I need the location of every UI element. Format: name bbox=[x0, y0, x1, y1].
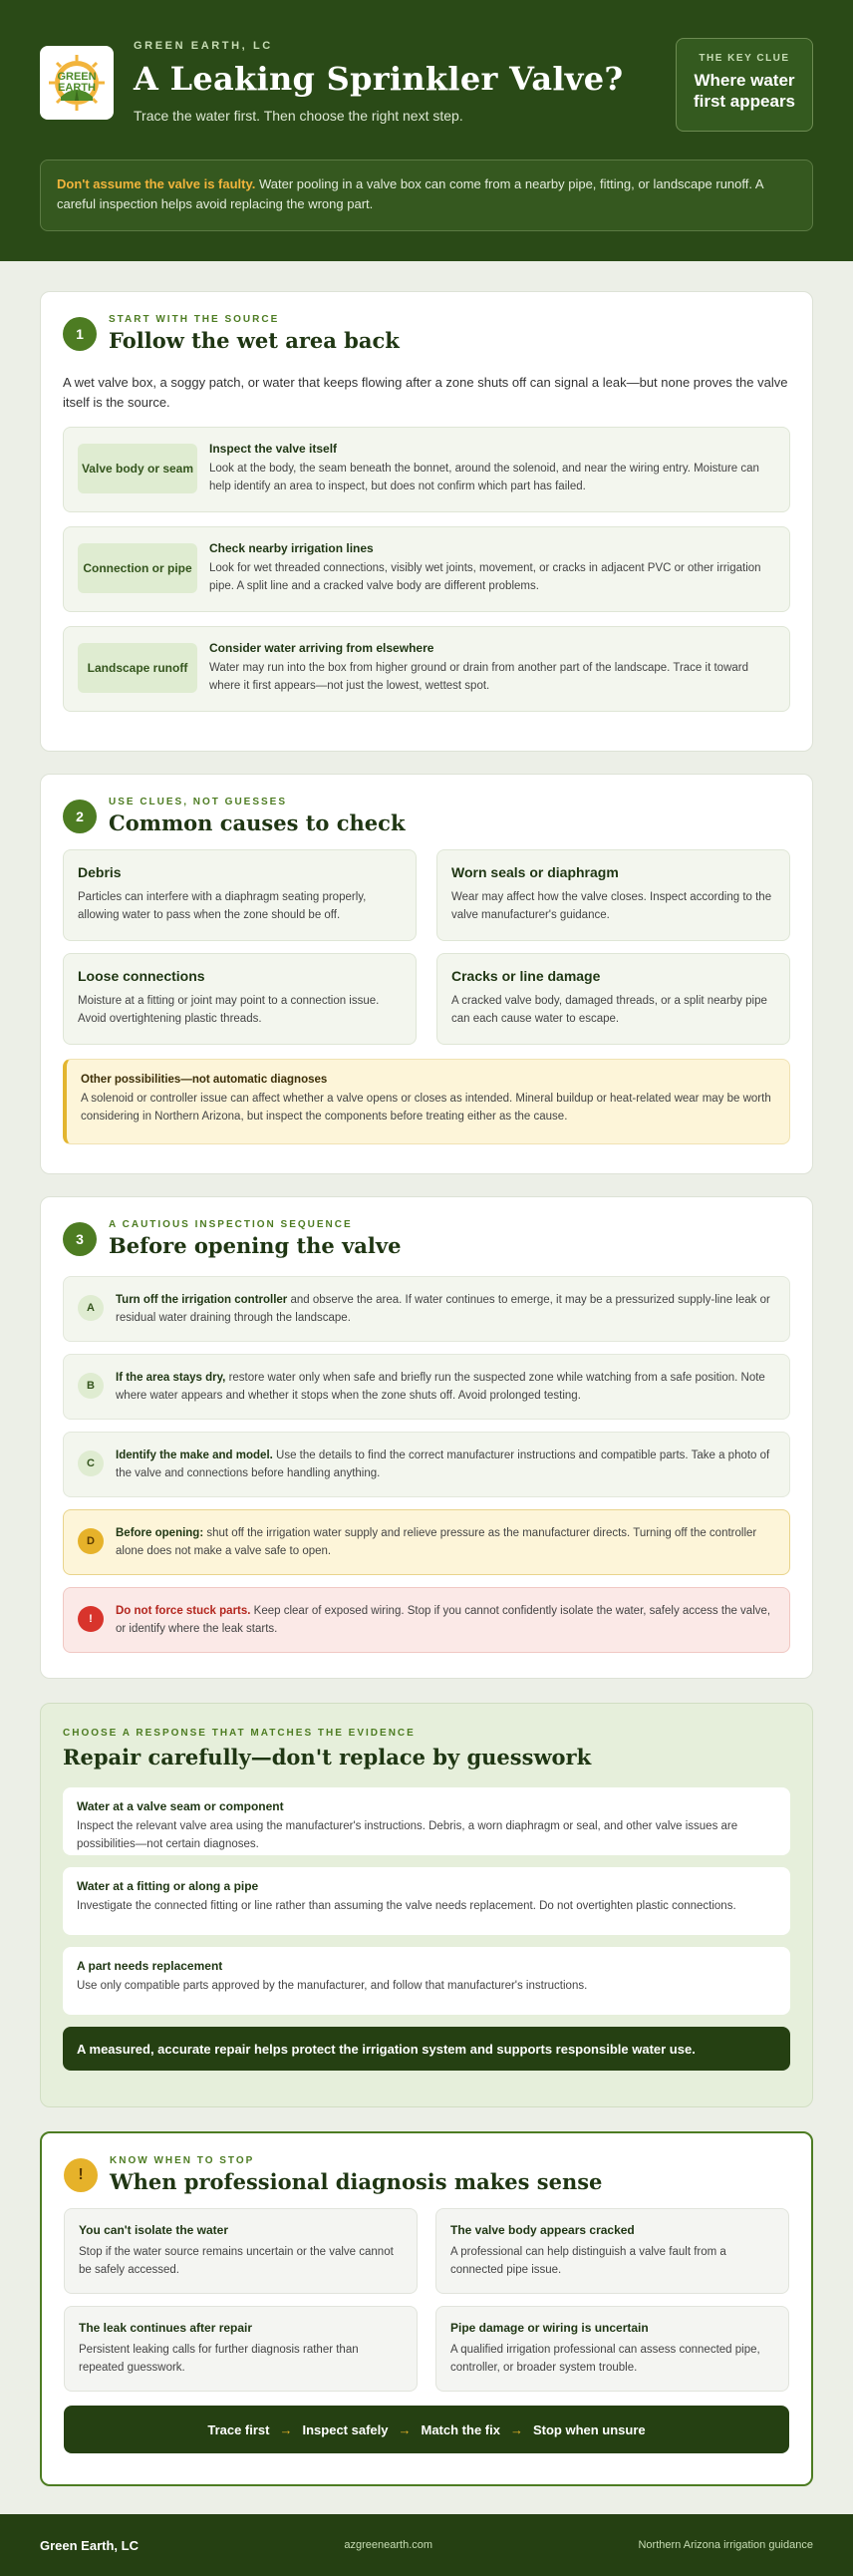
key-clue-box bbox=[676, 38, 813, 132]
source-text: Look at the body, the seam beneath the bonnet, around the solenoid, and near the wiring entry. Moisture can help identify an area to inspect, but does not confirm which part has failed. bbox=[209, 463, 759, 492]
arrow-right-icon: → bbox=[398, 2421, 412, 2437]
source-tag: Landscape runoff bbox=[78, 643, 197, 693]
stop-reason-card bbox=[64, 2306, 418, 2392]
step-bold: Do not force stuck parts. bbox=[116, 1605, 251, 1617]
source-row bbox=[63, 427, 790, 512]
repair-text: Use only compatible parts approved by the manufacturer, and follow that manufacturer's instructions. bbox=[77, 1980, 588, 1992]
repair-option bbox=[63, 1947, 790, 2015]
source-tag: Valve body or seam bbox=[78, 444, 197, 493]
logo-text: GREEN EARTH bbox=[57, 71, 97, 94]
cause-title: Worn seals or diaphragm bbox=[451, 864, 619, 880]
inspection-step bbox=[63, 1432, 790, 1497]
section-kicker: CHOOSE A RESPONSE THAT MATCHES THE EVIDENCE bbox=[63, 1728, 416, 1739]
stop-reason-card bbox=[435, 2306, 789, 2392]
cause-text: A cracked valve body, damaged threads, or a split nearby pipe can each cause water to escape. bbox=[451, 995, 767, 1025]
section-kicker: KNOW WHEN TO STOP bbox=[110, 2155, 255, 2166]
section-title: Before opening the valve bbox=[109, 1233, 402, 1258]
step-text: shut off the irrigation water supply and relieve pressure as the manufacturer directs. Turning off the controller alone does not make a valve safe to open. bbox=[116, 1527, 757, 1557]
page-title: A Leaking Sprinkler Valve? bbox=[134, 60, 624, 98]
step-badge: B bbox=[78, 1373, 104, 1399]
stop-reason-text: Persistent leaking calls for further diagnosis rather than repeated guesswork. bbox=[79, 2344, 359, 2374]
section-number: 2 bbox=[63, 800, 97, 833]
section-kicker: USE CLUES, NOT GUESSES bbox=[109, 797, 288, 807]
section-intro: A wet valve box, a soggy patch, or water that keeps flowing after a zone shuts off can signal a leak—but none proves the valve itself is the source. bbox=[63, 375, 788, 410]
stop-reason-title: Pipe damage or wiring is uncertain bbox=[450, 2321, 649, 2335]
section-title: Common causes to check bbox=[109, 810, 406, 835]
stop-reason-title: The leak continues after repair bbox=[79, 2321, 253, 2335]
page-footer bbox=[0, 2514, 853, 2576]
danger-step bbox=[63, 1587, 790, 1653]
warning-icon: ! bbox=[64, 2158, 98, 2192]
brand-name: GREEN EARTH, LC bbox=[134, 40, 273, 52]
repair-text: Investigate the connected fitting or line rather than assuming the valve needs replacement. Do not overtighten plastic connections. bbox=[77, 1900, 736, 1912]
inspection-step bbox=[63, 1276, 790, 1342]
section-number: 3 bbox=[63, 1222, 97, 1256]
footer-brand: Green Earth, LC bbox=[40, 2537, 139, 2553]
repair-option bbox=[63, 1787, 790, 1855]
flow-step: Match the fix bbox=[421, 2421, 500, 2437]
section-title: Follow the wet area back bbox=[109, 328, 400, 353]
section-professional-diagnosis bbox=[40, 2131, 813, 2486]
source-title: Inspect the valve itself bbox=[209, 442, 338, 456]
stop-reason-text: A professional can help distinguish a valve fault from a connected pipe issue. bbox=[450, 2246, 726, 2276]
source-row bbox=[63, 626, 790, 712]
stop-reason-text: Stop if the water source remains uncertain or the valve cannot be safely accessed. bbox=[79, 2246, 394, 2276]
section-follow-wet-area bbox=[40, 291, 813, 752]
step-bold: Before opening: bbox=[116, 1527, 204, 1539]
source-text: Look for wet threaded connections, visibly wet joints, movement, or cracks in adjacent PVC or other irrigation pipe. A split line and a cracked valve body are different problems. bbox=[209, 562, 761, 592]
repair-title: Water at a fitting or along a pipe bbox=[77, 1879, 259, 1893]
step-bold: Identify the make and model. bbox=[116, 1449, 273, 1461]
step-badge: D bbox=[78, 1528, 104, 1554]
step-text: restore water only when safe and briefly run the suspected zone while watching from a safe position. Note where water appears and whether it stops when the zone shuts off. Avoid prolonged testing. bbox=[116, 1372, 765, 1402]
section-inspection-sequence bbox=[40, 1196, 813, 1679]
flow-step: Stop when unsure bbox=[532, 2421, 646, 2437]
arrow-right-icon: → bbox=[279, 2421, 293, 2437]
cause-text: Wear may affect how the valve closes. Inspect according to the valve manufacturer's guidance. bbox=[451, 891, 772, 921]
cause-text: Moisture at a fitting or joint may point to a connection issue. Avoid overtightening plastic threads. bbox=[78, 995, 380, 1025]
process-flow-banner bbox=[64, 2406, 789, 2453]
repair-banner: A measured, accurate repair helps protect the irrigation system and supports responsible water use. bbox=[63, 2027, 790, 2071]
section-number: 1 bbox=[63, 317, 97, 351]
other-text: A solenoid or controller issue can affect whether a valve opens or closes as intended. Mineral buildup or heat-related wear may be worth considering in Northern Arizona, but inspect the components before treating either as the cause. bbox=[81, 1093, 771, 1123]
page-subtitle: Trace the water first. Then choose the right next step. bbox=[134, 108, 463, 124]
hero-header bbox=[0, 0, 853, 261]
step-text: Keep clear of exposed wiring. Stop if you cannot confidently isolate the water, safely access the valve, or identify where the leak starts. bbox=[116, 1605, 771, 1635]
section-repair-carefully bbox=[40, 1703, 813, 2107]
notice-bold: Don't assume the valve is faulty. bbox=[57, 176, 256, 191]
warning-notice bbox=[40, 160, 813, 231]
section-title: When professional diagnosis makes sense bbox=[110, 2169, 603, 2194]
repair-option bbox=[63, 1867, 790, 1935]
stop-reason-card bbox=[435, 2208, 789, 2294]
flow-step: Inspect safely bbox=[302, 2421, 389, 2437]
repair-title: Water at a valve seam or component bbox=[77, 1799, 284, 1813]
section-kicker: START WITH THE SOURCE bbox=[109, 314, 280, 325]
repair-text: Inspect the relevant valve area using the manufacturer's instructions. Debris, a worn diaphragm or seal, and other valve issues are possibilities—not certain diagnoses. bbox=[77, 1820, 738, 1850]
stop-reason-title: You can't isolate the water bbox=[79, 2223, 228, 2237]
source-title: Check nearby irrigation lines bbox=[209, 541, 374, 555]
caution-step bbox=[63, 1509, 790, 1575]
step-badge: A bbox=[78, 1295, 104, 1321]
cause-card bbox=[436, 953, 790, 1045]
cause-title: Loose connections bbox=[78, 968, 205, 984]
footer-website-link[interactable]: azgreenearth.com bbox=[344, 2539, 433, 2551]
cause-text: Particles can interfere with a diaphragm seating properly, allowing water to pass when the zone should be off. bbox=[78, 891, 367, 921]
other-possibilities-callout bbox=[63, 1059, 790, 1144]
section-kicker: A CAUTIOUS INSPECTION SEQUENCE bbox=[109, 1219, 353, 1230]
key-clue-label: THE KEY CLUE bbox=[699, 53, 790, 64]
step-text: Use the details to find the correct manufacturer instructions and compatible parts. Take a photo of the valve and connections before handling anything. bbox=[116, 1449, 770, 1479]
cause-card bbox=[63, 953, 417, 1045]
flow-step: Trace first bbox=[207, 2421, 270, 2437]
footer-note: Northern Arizona irrigation guidance bbox=[638, 2539, 813, 2551]
alert-icon: ! bbox=[78, 1606, 104, 1632]
arrow-right-icon: → bbox=[509, 2421, 523, 2437]
cause-title: Debris bbox=[78, 864, 122, 880]
key-clue-text: Where water first appears bbox=[693, 71, 796, 111]
source-row bbox=[63, 526, 790, 612]
cause-card bbox=[63, 849, 417, 941]
repair-title: A part needs replacement bbox=[77, 1959, 223, 1973]
notice-text: Water pooling in a valve box can come from a nearby pipe, fitting, or landscape runoff. A careful inspection helps avoid replacing the wrong part. bbox=[57, 176, 763, 211]
section-title: Repair carefully—don't replace by guesswork bbox=[63, 1745, 592, 1770]
inspection-step bbox=[63, 1354, 790, 1420]
step-text: and observe the area. If water continues to emerge, it may be a pressurized supply-line leak or residual water draining through the landscape. bbox=[116, 1294, 770, 1324]
stop-reason-text: A qualified irrigation professional can assess connected pipe, controller, or broader system trouble. bbox=[450, 2344, 760, 2374]
section-common-causes bbox=[40, 774, 813, 1174]
step-bold: If the area stays dry, bbox=[116, 1372, 226, 1384]
stop-reason-card bbox=[64, 2208, 418, 2294]
cause-card bbox=[436, 849, 790, 941]
cause-title: Cracks or line damage bbox=[451, 968, 601, 984]
other-title: Other possibilities—not automatic diagnoses bbox=[81, 1074, 328, 1086]
stop-reason-title: The valve body appears cracked bbox=[450, 2223, 635, 2237]
step-bold: Turn off the irrigation controller bbox=[116, 1294, 288, 1306]
source-title: Consider water arriving from elsewhere bbox=[209, 641, 434, 655]
source-tag: Connection or pipe bbox=[78, 543, 197, 593]
source-text: Water may run into the box from higher ground or drain from another part of the landscape. Trace it toward where it first appears—not just the lowest, wettest spot. bbox=[209, 662, 748, 692]
step-badge: C bbox=[78, 1450, 104, 1476]
brand-logo[interactable] bbox=[40, 46, 114, 120]
